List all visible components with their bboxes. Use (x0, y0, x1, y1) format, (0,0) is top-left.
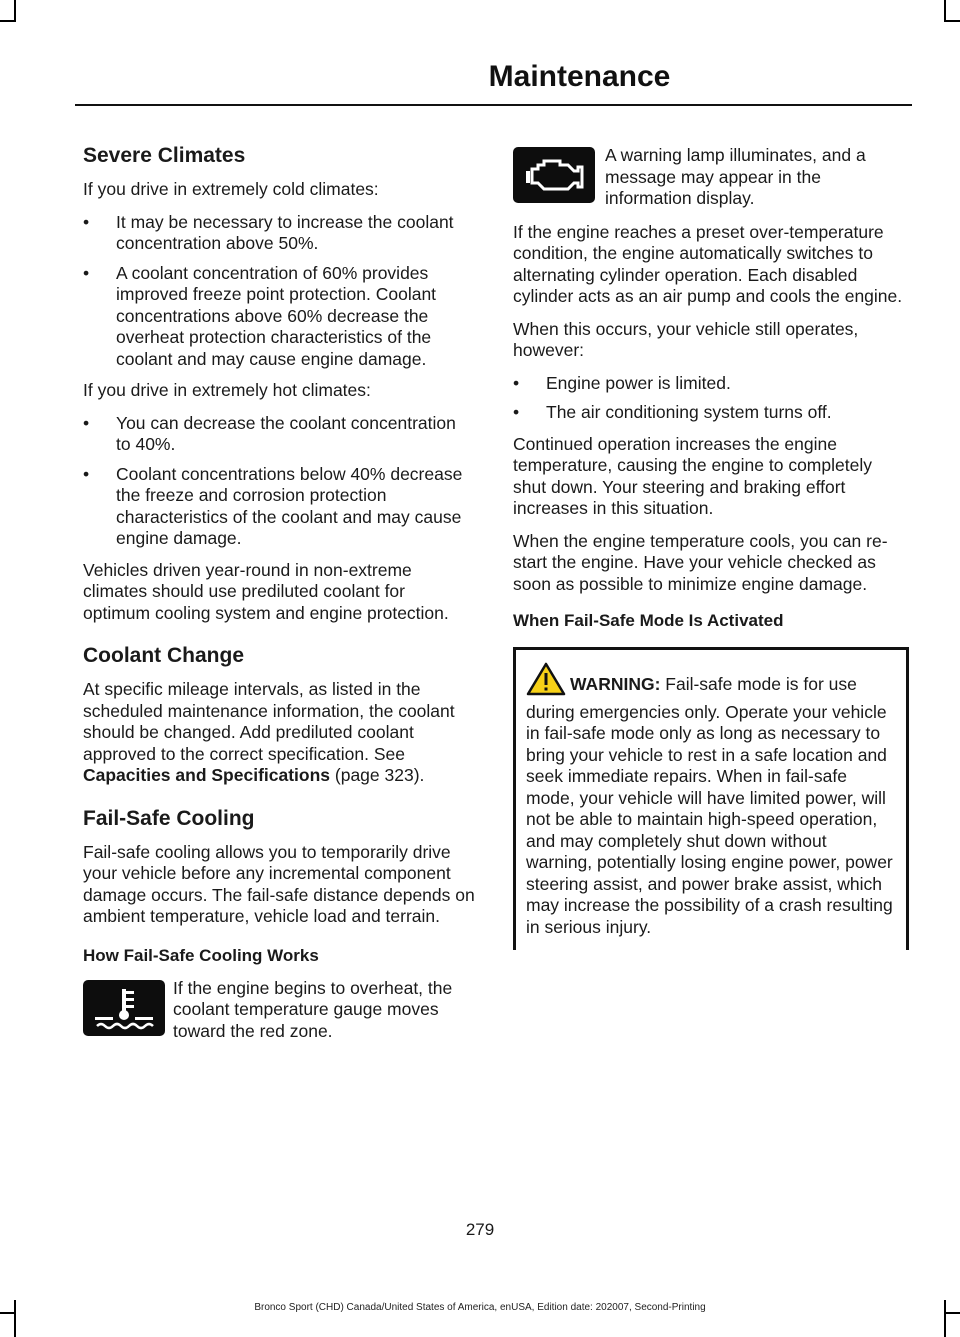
warning-triangle-icon (526, 662, 566, 702)
section-heading-coolant-change: Coolant Change (83, 644, 244, 667)
crop-mark (944, 20, 960, 22)
section-heading-fail-safe-cooling: Fail-Safe Cooling (83, 806, 255, 830)
engine-icon-text: A warning lamp illuminates, and a message may appear in the information display. (605, 145, 866, 208)
subheading-how-fail-safe-works: How Fail-Safe Cooling Works (83, 945, 319, 965)
cold-list (83, 212, 475, 371)
warning-box (513, 647, 909, 950)
cold-intro: If you drive in extremely cold climates: (83, 179, 379, 199)
crop-mark (944, 0, 946, 22)
year-round-paragraph: Vehicles driven year-round in non-extreme climates should use prediluted coolant for optimum cooling system and engine protection. (83, 559, 449, 623)
warning-text: Fail-safe mode is for use during emergencies only. Operate your vehicle in fail-safe mode only as long as necessary to bring your vehicle to rest in a safe location and seek immediate repairs. When in fail-safe mode, your vehicle will have limited power, will not be able to maintain high-speed operation, and may completely shut down without warning, potentially losing engine power, power steering assist, and power brake assist, which may increase the possibility of a crash resulting in serious injury. (526, 674, 893, 937)
warning-label: WARNING: (570, 674, 661, 694)
subheading-fail-safe-mode: When Fail-Safe Mode Is Activated (513, 611, 784, 630)
capacities-link[interactable]: Capacities and Specifications (83, 765, 331, 785)
right-column (513, 145, 905, 950)
list-item: • A coolant concentration of 60% provides improved freeze point protection. Coolant concentrations above 60% decrease the overheat protection characteristics of the coolant and may cause engine damage. (83, 263, 475, 371)
header-rule (75, 104, 912, 106)
crop-mark (0, 20, 16, 22)
list-item: • Engine power is limited. (513, 373, 905, 395)
engine-icon-row (513, 145, 905, 210)
still-operates-paragraph: When this occurs, your vehicle still operates, however: (513, 318, 859, 360)
check-engine-icon (513, 147, 595, 203)
restart-paragraph: When the engine temperature cools, you can re-start the engine. Have your vehicle checked as soon as possible to minimize engine damage. (513, 530, 888, 594)
crop-mark (14, 0, 16, 22)
hot-intro: If you drive in extremely hot climates: (83, 380, 371, 400)
fail-safe-paragraph: Fail-safe cooling allows you to temporarily drive your vehicle before any incremental component damage occurs. The fail-safe distance depends on ambient temperature, vehicle load and terrain. (83, 841, 475, 926)
continued-operation-paragraph: Continued operation increases the engine temperature, causing the engine to completely shut down. Your steering and braking effort increases in this situation. (513, 433, 872, 518)
list-item: • You can decrease the coolant concentration to 40%. (83, 413, 475, 456)
page-reference: (page 323). (330, 765, 425, 785)
coolant-icon-text: If the engine begins to overheat, the coolant temperature gauge moves toward the red zone. (173, 977, 453, 1041)
left-column (83, 142, 475, 1054)
footer-edition: Bronco Sport (CHD) Canada/United States of America, enUSA, Edition date: 202007, Second-Printing (254, 1302, 706, 1313)
coolant-icon-row (83, 978, 475, 1043)
list-item: • The air conditioning system turns off. (513, 402, 905, 424)
limitations-list (513, 373, 905, 424)
list-item: • It may be necessary to increase the coolant concentration above 50%. (83, 212, 475, 255)
hot-list (83, 413, 475, 550)
warning-paragraph (526, 662, 896, 938)
over-temperature-paragraph: If the engine reaches a preset over-temperature condition, the engine automatically switches to alternating cylinder operation. Each disabled cylinder acts as an air pump and cools the engine. (513, 221, 903, 306)
coolant-change-paragraph (83, 679, 475, 787)
coolant-temperature-icon (83, 980, 165, 1036)
page-title: Maintenance (488, 60, 671, 93)
coolant-change-text: At specific mileage intervals, as listed in the scheduled maintenance information, the coolant should be changed. Add prediluted coolant approved to the correct specification. See (83, 679, 455, 764)
page-number: 279 (465, 1220, 495, 1239)
section-heading-severe-climates: Severe Climates (83, 144, 246, 167)
list-item: • Coolant concentrations below 40% decrease the freeze and corrosion protection characteristics of the coolant and may cause engine damage. (83, 464, 475, 550)
